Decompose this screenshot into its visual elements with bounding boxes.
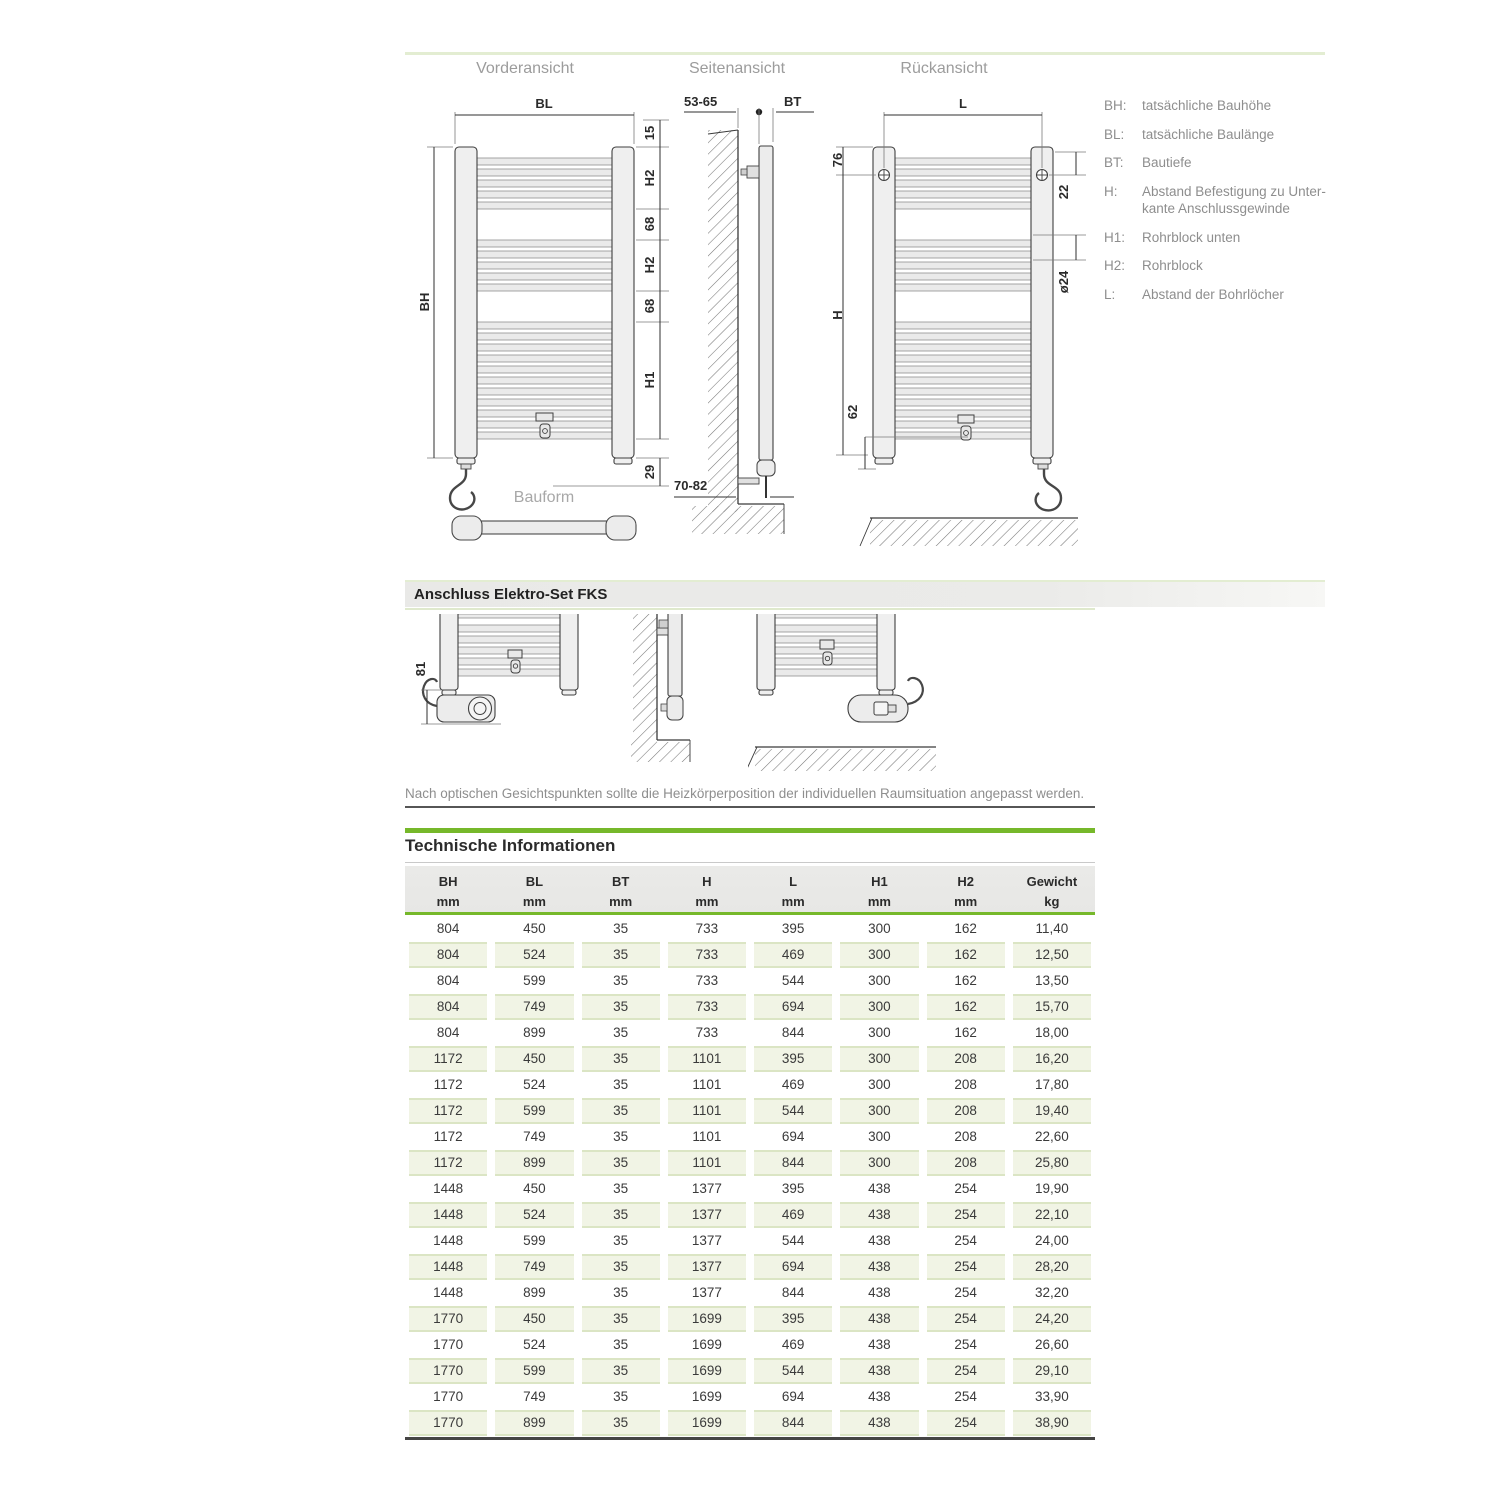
dim-label-22: 22 [1056, 184, 1071, 200]
table-cell: 33,90 [1034, 1389, 1069, 1404]
legend-text: tatsächliche Bauhöhe [1142, 98, 1272, 113]
fks-element-icon [423, 679, 495, 722]
table-cell: 1770 [409, 1306, 487, 1332]
floor-hatch [860, 518, 1078, 546]
table-title: Technische Informationen [405, 836, 616, 855]
dim-label-l: L [959, 96, 967, 111]
side-dimensions [674, 94, 814, 497]
table-cell: 16,20 [1013, 1046, 1091, 1072]
bauform-label: Bauform [513, 489, 575, 506]
table-cell: 1699 [691, 1389, 722, 1404]
table-cell: 208 [927, 1046, 1005, 1072]
table-cell: 1699 [691, 1337, 722, 1352]
radiator-rear-body [873, 147, 1061, 510]
table-cell: 300 [868, 1077, 891, 1092]
table-cell: 24,00 [1034, 1233, 1069, 1248]
header-bottom-rule [405, 912, 1095, 915]
table-cell: 19,40 [1013, 1098, 1091, 1124]
table-cell: 1448 [409, 1202, 487, 1228]
table-bottom-rule [405, 1437, 1095, 1440]
view-title-rear: Rückansicht [900, 60, 988, 77]
power-cable-icon [423, 679, 437, 706]
table-cell: 804 [436, 921, 460, 936]
table-cell: 694 [754, 1254, 832, 1280]
table-cell: 1448 [433, 1285, 464, 1300]
note-bottom-rule [405, 806, 1095, 808]
table-cell: 450 [523, 921, 546, 936]
table-cell: 35 [613, 1181, 629, 1196]
table-cell: 162 [954, 973, 977, 988]
legend-key: BH: [1104, 98, 1127, 113]
table-cell: 749 [523, 1129, 546, 1144]
table-row [405, 1202, 1095, 1228]
table-cell: 599 [495, 1098, 573, 1124]
dim-label-70-82: 70-82 [674, 478, 708, 493]
dim-label-bt: BT [784, 94, 802, 109]
wall-hatch [633, 614, 657, 742]
table-title-rule [405, 862, 1095, 863]
table-cell: 1172 [433, 1129, 463, 1144]
wall-bracket-icon [738, 478, 759, 484]
table-cell: 1699 [668, 1306, 746, 1332]
power-cable-icon [1036, 464, 1061, 510]
dim-label-15: 15 [642, 125, 657, 141]
table-cell: 35 [582, 1306, 660, 1332]
column-header: Gewicht kg [1026, 874, 1078, 910]
table-cell: 35 [582, 1410, 660, 1436]
table-cell: 1448 [433, 1181, 464, 1196]
table-row [405, 1332, 1095, 1358]
table-cell: 300 [868, 1025, 891, 1040]
table-cell: 208 [954, 1129, 977, 1144]
table-row [405, 1306, 1095, 1332]
dim-label-68-upper: 68 [642, 216, 657, 232]
table-cell: 208 [927, 1098, 1005, 1124]
table-cell: 162 [927, 994, 1005, 1020]
legend-item [1104, 126, 1349, 144]
table-cell: 35 [582, 994, 660, 1020]
table-cell: 15,70 [1013, 994, 1091, 1020]
table-cell: 899 [523, 1025, 546, 1040]
dim-label-53-65: 53-65 [684, 94, 718, 109]
table-cell: 844 [754, 1150, 832, 1176]
table-cell: 254 [927, 1410, 1005, 1436]
table-cell: 1101 [692, 1077, 722, 1092]
floor-hatch [631, 740, 690, 762]
table-cell: 35 [582, 1358, 660, 1384]
table-cell: 1770 [409, 1410, 487, 1436]
floor-hatch [692, 504, 784, 534]
table-cell: 1101 [668, 1150, 746, 1176]
drawing-rear-view [828, 88, 1098, 580]
table-cell: 162 [954, 921, 977, 936]
table-cell: 749 [495, 1254, 573, 1280]
table-cell: 24,20 [1013, 1306, 1091, 1332]
column-header: BH mm [436, 874, 460, 910]
legend-text: Abstand der Bohrlöcher [1142, 286, 1284, 302]
legend-key: H: [1104, 183, 1118, 199]
table-cell: 254 [954, 1389, 977, 1404]
table-cell: 1172 [409, 1150, 487, 1176]
table-cell: 22,60 [1034, 1129, 1069, 1144]
table-cell: 35 [613, 921, 629, 936]
table-cell: 1172 [409, 1046, 487, 1072]
table-cell: 35 [613, 1129, 629, 1144]
table-cell: 438 [868, 1389, 891, 1404]
drawing-electro-front [413, 614, 598, 779]
legend-key: BL: [1104, 126, 1125, 142]
table-cell: 395 [781, 921, 805, 936]
table-cell: 899 [523, 1285, 546, 1300]
table-cell: 899 [495, 1150, 573, 1176]
column-header: BL mm [522, 874, 546, 910]
table-cell: 13,50 [1034, 973, 1069, 988]
table-cell: 469 [781, 1077, 805, 1092]
legend-key: L: [1104, 286, 1116, 302]
dim-label-76: 76 [830, 152, 845, 168]
table-row [405, 1358, 1095, 1384]
table-row [405, 1020, 1095, 1046]
table-cell: 438 [868, 1181, 891, 1196]
dim-label-29: 29 [642, 464, 657, 480]
column-header: H2 mm [954, 874, 978, 910]
legend-item [1104, 257, 1349, 275]
table-cell: 35 [582, 1254, 660, 1280]
table-cell: 35 [582, 1202, 660, 1228]
table-cell: 300 [840, 1046, 918, 1072]
table-cell: 1448 [409, 1254, 487, 1280]
table-cell: 35 [582, 1098, 660, 1124]
view-title-side: Seitenansicht [688, 60, 786, 77]
wall-hatch [708, 130, 738, 512]
table-cell: 1377 [691, 1233, 722, 1248]
table-row [405, 916, 1095, 942]
table-cell: 438 [840, 1306, 918, 1332]
table-cell: 544 [754, 1098, 832, 1124]
table-cell: 1377 [668, 1202, 746, 1228]
table-cell: 1770 [433, 1337, 464, 1352]
table-cell: 300 [868, 973, 891, 988]
legend-item [1104, 154, 1349, 172]
table-cell: 438 [840, 1202, 918, 1228]
legend-text: Rohrblock unten [1142, 229, 1241, 245]
table-cell: 254 [954, 1337, 977, 1352]
table-cell: 208 [954, 1077, 977, 1092]
table-cell: 844 [781, 1025, 805, 1040]
radiator-side-profile [657, 614, 683, 720]
table-cell: 300 [840, 994, 918, 1020]
table-row [405, 1098, 1095, 1124]
dim-label-81: 81 [413, 661, 428, 677]
table-row [405, 1254, 1095, 1280]
table-cell: 804 [409, 994, 487, 1020]
table-cell: 1770 [409, 1358, 487, 1384]
table-cell: 254 [954, 1181, 977, 1196]
table-row [405, 1280, 1095, 1306]
table-cell: 35 [582, 1046, 660, 1072]
spec-table-header [405, 866, 1095, 912]
table-cell: 694 [781, 1129, 805, 1144]
power-cable-icon [908, 678, 923, 704]
table-cell: 469 [781, 1337, 805, 1352]
legend-item [1104, 97, 1349, 115]
table-cell: 1699 [668, 1410, 746, 1436]
valve-icon [747, 166, 759, 178]
legend [1104, 97, 1349, 314]
table-cell: 804 [409, 942, 487, 968]
legend-text: Abstand Befestigung zu Unter- kante Anschlussgewinde [1142, 183, 1326, 217]
table-cell: 438 [868, 1285, 891, 1300]
table-cell: 300 [840, 1098, 918, 1124]
table-cell: 749 [495, 994, 573, 1020]
table-cell: 17,80 [1034, 1077, 1069, 1092]
spec-table-body [405, 916, 1095, 1436]
table-cell: 733 [695, 1025, 719, 1040]
table-cell: 733 [668, 994, 746, 1020]
table-cell: 254 [927, 1202, 1005, 1228]
table-cell: 804 [436, 973, 460, 988]
column-header: H mm [695, 874, 719, 910]
electro-section-title: Anschluss Elektro-Set FKS [414, 586, 608, 603]
table-cell: 844 [754, 1410, 832, 1436]
table-cell: 254 [954, 1233, 977, 1248]
table-cell: 733 [695, 973, 719, 988]
table-cell: 35 [613, 1025, 629, 1040]
radiator-side-profile [738, 146, 775, 498]
column-header: L mm [781, 874, 805, 910]
table-cell: 450 [523, 1181, 546, 1196]
table-cell: 35 [613, 973, 629, 988]
table-cell: 438 [840, 1254, 918, 1280]
table-cell: 395 [754, 1046, 832, 1072]
table-cell: 1377 [691, 1285, 722, 1300]
heating-element-icon [667, 696, 683, 720]
table-cell: 1770 [433, 1389, 464, 1404]
table-cell: 804 [436, 1025, 460, 1040]
table-cell: 32,20 [1034, 1285, 1069, 1300]
dim-label-h2-upper: H2 [642, 169, 657, 187]
table-cell: 35 [613, 1233, 629, 1248]
table-cell: 300 [840, 1150, 918, 1176]
table-cell: 694 [781, 1389, 805, 1404]
power-cable-icon [450, 464, 474, 509]
table-cell: 544 [781, 973, 805, 988]
table-cell: 35 [582, 942, 660, 968]
legend-key: H2: [1104, 258, 1126, 274]
table-cell: 35 [613, 1077, 629, 1092]
table-row [405, 1176, 1095, 1202]
table-cell: 29,10 [1013, 1358, 1091, 1384]
table-cell: 19,90 [1034, 1181, 1069, 1196]
legend-text: Bautiefe [1142, 155, 1192, 171]
table-cell: 1101 [668, 1046, 746, 1072]
dim-label-62: 62 [845, 404, 860, 420]
table-row [405, 1410, 1095, 1436]
table-top-accent-rule [405, 828, 1095, 833]
table-row [405, 968, 1095, 994]
table-cell: 208 [927, 1150, 1005, 1176]
table-cell: 599 [495, 1358, 573, 1384]
table-row [405, 994, 1095, 1020]
legend-text: Rohrblock [1142, 258, 1203, 274]
table-cell: 844 [781, 1285, 805, 1300]
table-cell: 899 [495, 1410, 573, 1436]
table-cell: 254 [927, 1254, 1005, 1280]
table-cell: 35 [613, 1285, 629, 1300]
dim-label-68-lower: 68 [642, 298, 657, 314]
table-row [405, 1072, 1095, 1098]
table-row [405, 942, 1095, 968]
table-cell: 18,00 [1034, 1025, 1069, 1040]
dim-label-dia24: ø24 [1056, 270, 1071, 294]
note-text: Nach optischen Gesichtspunkten sollte die Heizkörperposition der individuellen Raumsituation angepasst werden. [405, 786, 1085, 801]
table-cell: 469 [754, 1202, 832, 1228]
table-cell: 749 [523, 1389, 546, 1404]
table-cell: 300 [868, 1129, 891, 1144]
table-cell: 254 [927, 1358, 1005, 1384]
table-cell: 599 [523, 1233, 546, 1248]
table-row [405, 1228, 1095, 1254]
table-cell: 524 [495, 1202, 573, 1228]
table-cell: 1377 [668, 1254, 746, 1280]
column-header: BT mm [609, 874, 633, 910]
table-row [405, 1124, 1095, 1150]
table-cell: 524 [523, 1077, 546, 1092]
table-cell: 469 [754, 942, 832, 968]
table-cell: 544 [754, 1358, 832, 1384]
table-cell: 35 [613, 1389, 629, 1404]
table-cell: 22,10 [1013, 1202, 1091, 1228]
table-cell: 450 [495, 1046, 573, 1072]
table-cell: 162 [954, 1025, 977, 1040]
table-cell: 28,20 [1013, 1254, 1091, 1280]
legend-item [1104, 183, 1349, 218]
table-cell: 1101 [668, 1098, 746, 1124]
table-cell: 450 [495, 1306, 573, 1332]
column-header: H1 mm [867, 874, 891, 910]
table-cell: 524 [523, 1337, 546, 1352]
table-cell: 1172 [409, 1098, 487, 1124]
table-cell: 1101 [692, 1129, 722, 1144]
table-cell: 438 [868, 1233, 891, 1248]
dim-label-h1: H1 [642, 371, 657, 389]
drawing-electro-side [626, 614, 701, 779]
table-cell: 254 [954, 1285, 977, 1300]
table-cell: 544 [781, 1233, 805, 1248]
table-row [405, 1150, 1095, 1176]
dim-label-h2-lower: H2 [642, 256, 657, 274]
table-cell: 300 [840, 942, 918, 968]
table-cell: 35 [613, 1337, 629, 1352]
electro-bottom-rule [405, 608, 1095, 610]
drawing-electro-rear [748, 614, 943, 779]
table-cell: 438 [868, 1337, 891, 1352]
table-cell: 1448 [433, 1233, 464, 1248]
table-cell: 438 [840, 1358, 918, 1384]
table-cell: 12,50 [1013, 942, 1091, 968]
radiator-front-body [450, 147, 634, 509]
table-cell: 395 [781, 1181, 805, 1196]
legend-text: tatsächliche Baulänge [1142, 126, 1275, 142]
top-section-rule [405, 52, 1325, 55]
wall-bracket-icon [657, 628, 668, 635]
table-row [405, 1046, 1095, 1072]
table-cell: 25,80 [1013, 1150, 1091, 1176]
table-cell: 162 [927, 942, 1005, 968]
table-cell: 694 [754, 994, 832, 1020]
bauform-cross-section [452, 516, 636, 540]
table-cell: 733 [668, 942, 746, 968]
table-cell: 599 [523, 973, 546, 988]
dim-label-bh: BH [417, 292, 432, 312]
floor-hatch [748, 747, 936, 771]
table-cell: 1172 [433, 1077, 463, 1092]
dim-label-h: H [830, 310, 845, 320]
table-cell: 26,60 [1034, 1337, 1069, 1352]
dim-label-bl: BL [535, 96, 553, 111]
table-cell: 38,90 [1013, 1410, 1091, 1436]
legend-key: BT: [1104, 155, 1124, 171]
table-cell: 1699 [668, 1358, 746, 1384]
legend-item [1104, 229, 1349, 247]
table-cell: 35 [582, 1150, 660, 1176]
electro-section-bar [405, 582, 1325, 607]
table-cell: 1377 [691, 1181, 722, 1196]
legend-key: H1: [1104, 229, 1126, 245]
table-cell: 395 [754, 1306, 832, 1332]
legend-item [1104, 286, 1349, 304]
table-cell: 300 [868, 921, 891, 936]
table-cell: 733 [695, 921, 719, 936]
drawing-front-view [403, 88, 688, 580]
view-title-front: Vorderansicht [476, 60, 574, 77]
table-cell: 11,40 [1035, 921, 1069, 936]
heating-element-icon [757, 460, 775, 476]
table-cell: 524 [495, 942, 573, 968]
table-cell: 438 [840, 1410, 918, 1436]
table-cell: 254 [927, 1306, 1005, 1332]
table-row [405, 1384, 1095, 1410]
